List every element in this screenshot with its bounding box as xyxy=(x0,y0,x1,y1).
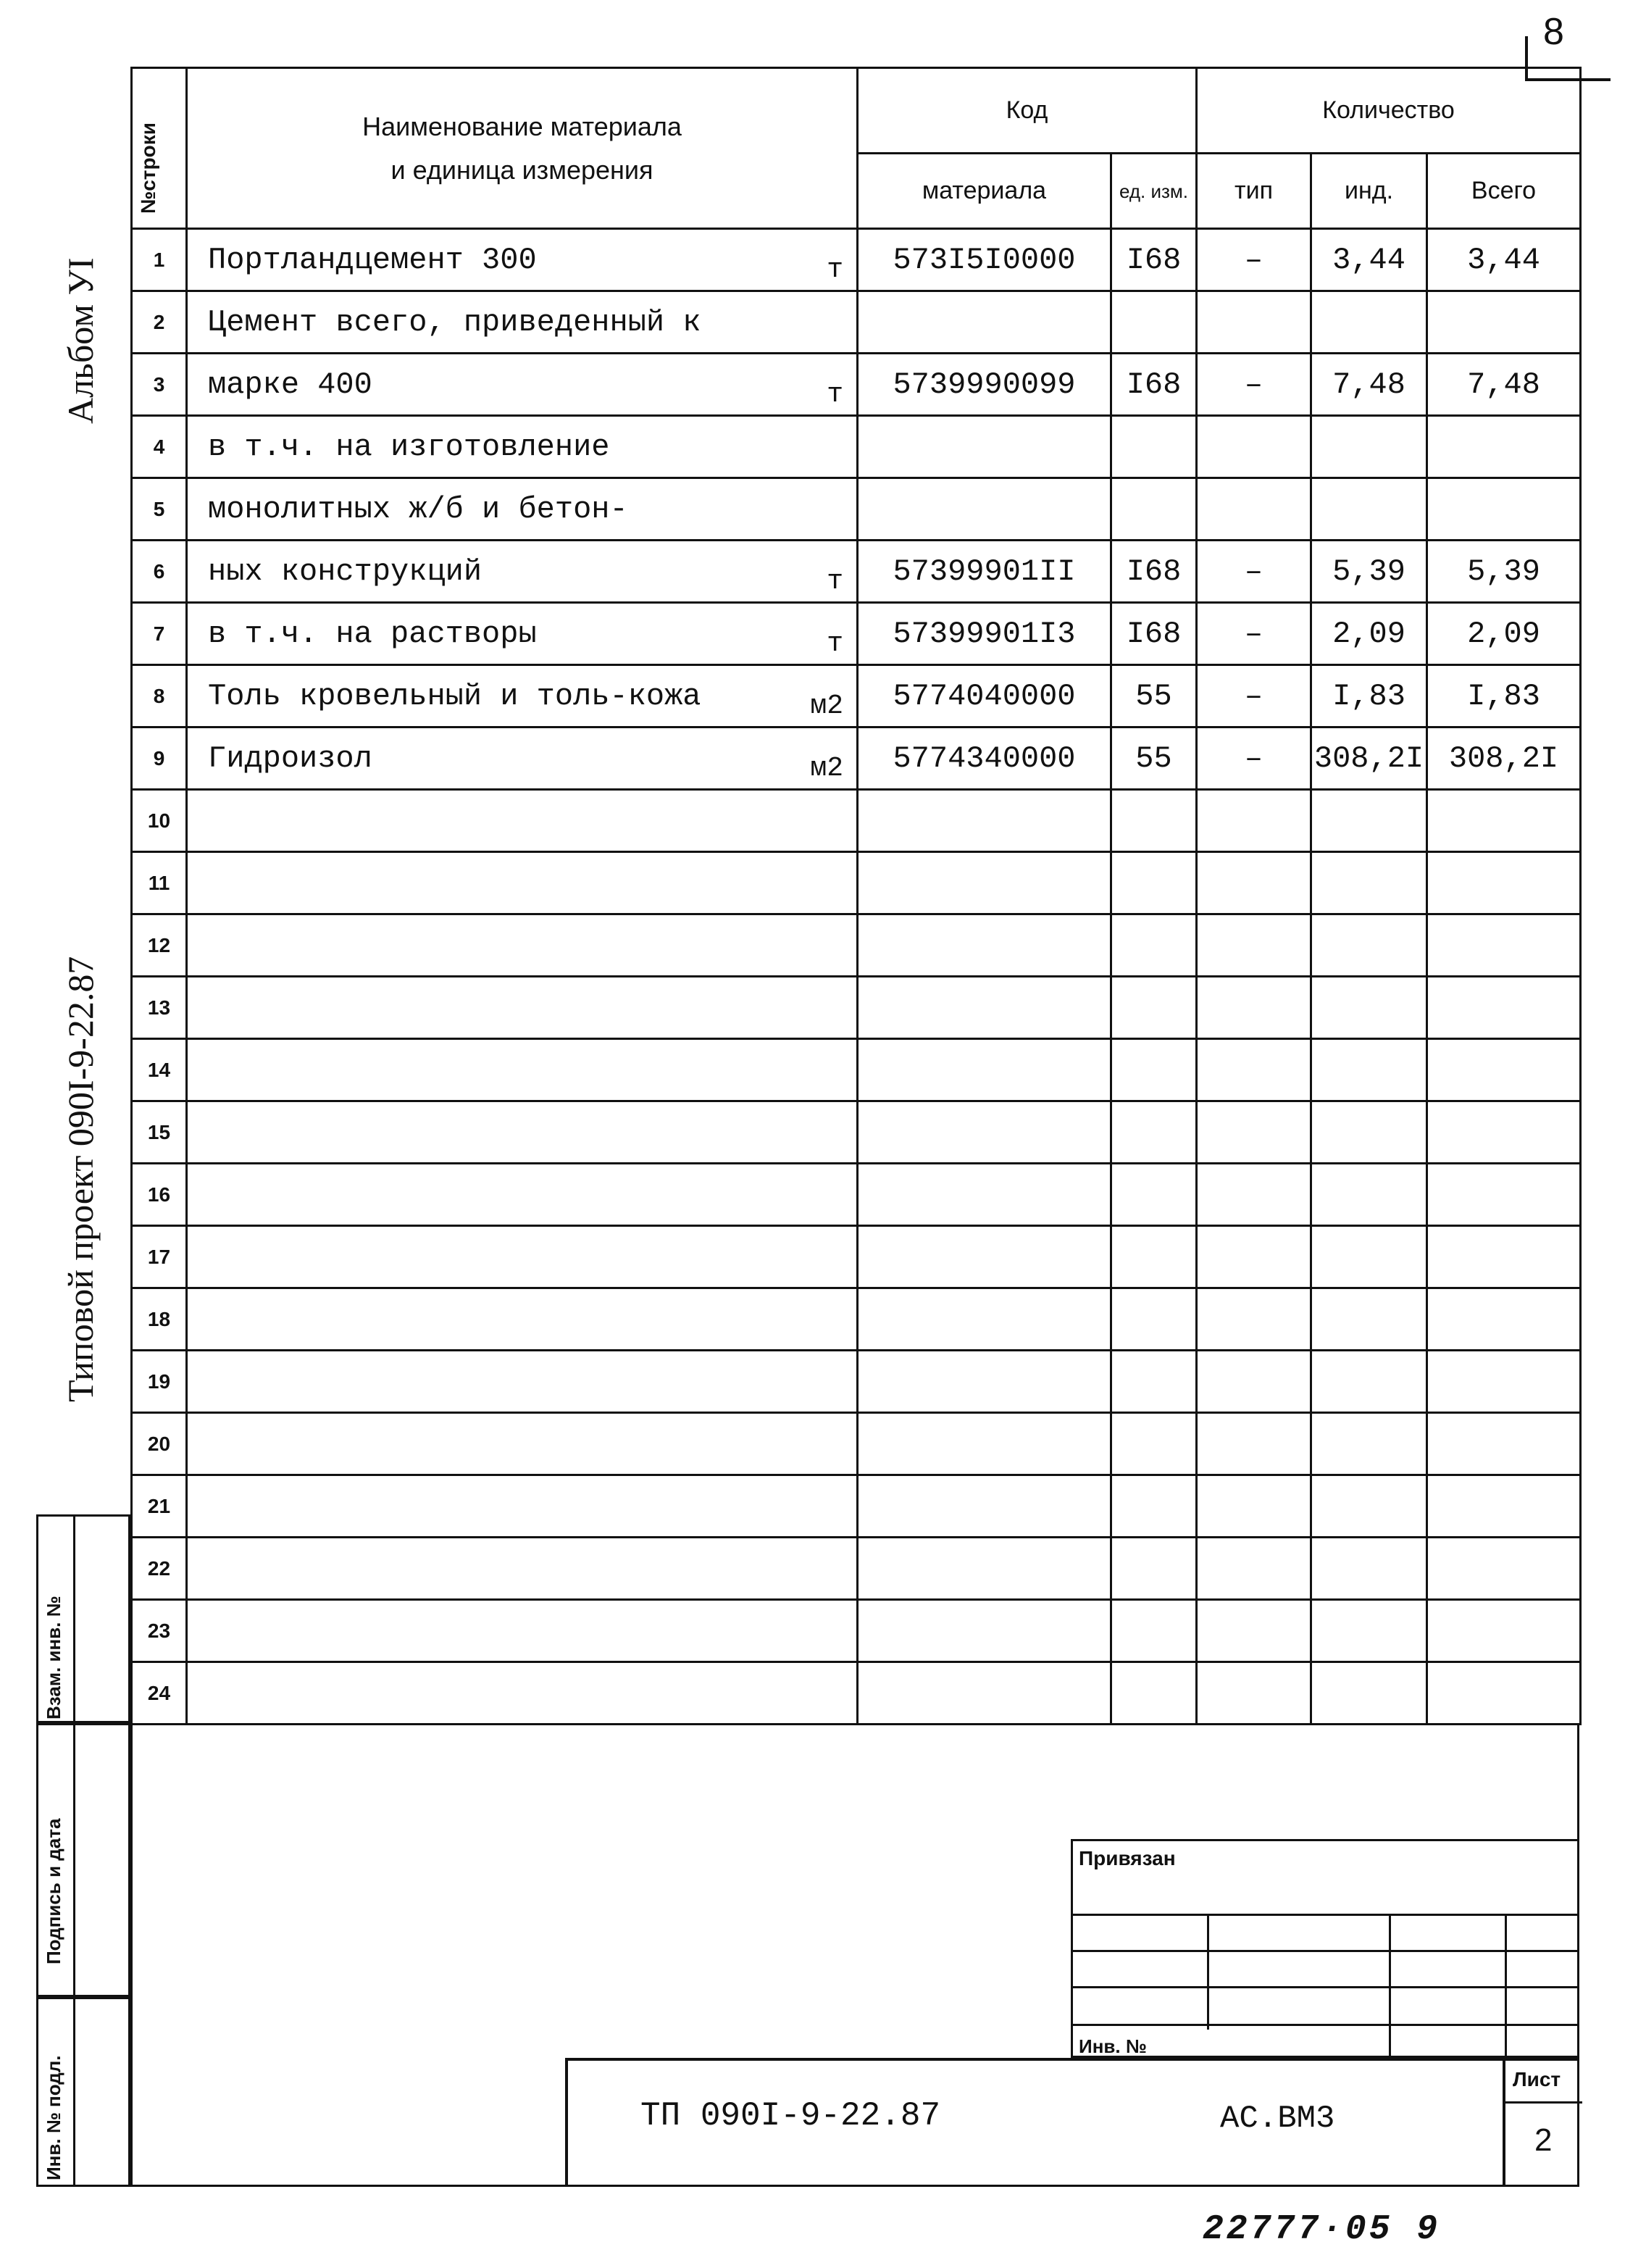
qty-type xyxy=(1197,914,1311,977)
row-number: 17 xyxy=(132,1226,187,1288)
table-row xyxy=(132,416,1581,478)
unit-code xyxy=(1111,1288,1197,1351)
unit-code xyxy=(1111,1039,1197,1101)
material-name-cell xyxy=(187,416,858,478)
qty-type xyxy=(1197,478,1311,541)
material-name-cell xyxy=(187,1164,858,1226)
qty-total xyxy=(1427,1662,1581,1725)
qty-type xyxy=(1197,1101,1311,1164)
unit-code xyxy=(1111,1226,1197,1288)
unit-code xyxy=(1111,291,1197,354)
qty-ind xyxy=(1311,1164,1427,1226)
qty-total xyxy=(1427,1413,1581,1475)
material-code xyxy=(858,1288,1111,1351)
qty-total: 7,48 xyxy=(1427,354,1581,416)
qty-total xyxy=(1427,1475,1581,1538)
qty-total xyxy=(1427,1288,1581,1351)
row-number: 15 xyxy=(132,1101,187,1164)
unit-code xyxy=(1111,790,1197,852)
header-quantity: Количество xyxy=(1197,68,1581,154)
material-code xyxy=(858,1039,1111,1101)
qty-type xyxy=(1197,1039,1311,1101)
title-block xyxy=(565,2058,1579,2187)
document-code: ТП 090I-9-22.87 xyxy=(640,2097,941,2135)
material-code xyxy=(858,291,1111,354)
material-name-cell xyxy=(187,852,858,914)
row-number: 5 xyxy=(132,478,187,541)
material-name-cell xyxy=(187,665,858,727)
row-number: 12 xyxy=(132,914,187,977)
header-code-material: материала xyxy=(858,154,1111,229)
qty-type xyxy=(1197,1600,1311,1662)
qty-type xyxy=(1197,1351,1311,1413)
material-code xyxy=(858,977,1111,1039)
table-row xyxy=(132,478,1581,541)
material-code xyxy=(858,1226,1111,1288)
qty-ind xyxy=(1311,1288,1427,1351)
qty-ind xyxy=(1311,1475,1427,1538)
qty-ind: 308,2I xyxy=(1311,727,1427,790)
row-number: 19 xyxy=(132,1351,187,1413)
table-row xyxy=(132,852,1581,914)
material-name-cell xyxy=(187,1475,858,1538)
material-name-cell xyxy=(187,291,858,354)
qty-total xyxy=(1427,1101,1581,1164)
material-code: 57399901I3 xyxy=(858,603,1111,665)
unit-code xyxy=(1111,1538,1197,1600)
qty-ind xyxy=(1311,416,1427,478)
qty-ind xyxy=(1311,1101,1427,1164)
archive-number: 22777·05 9 xyxy=(1203,2210,1441,2249)
material-name-cell xyxy=(187,541,858,603)
qty-total xyxy=(1427,914,1581,977)
bound-label: Привязан xyxy=(1079,1847,1176,1869)
table-row xyxy=(132,1288,1581,1351)
qty-type xyxy=(1197,291,1311,354)
table-row xyxy=(132,1164,1581,1226)
material-code xyxy=(858,1164,1111,1226)
qty-ind xyxy=(1311,914,1427,977)
material-name: Толь кровельный и толь-кожа xyxy=(208,678,701,714)
qty-type xyxy=(1197,1413,1311,1475)
inv-no-label: Инв. № xyxy=(1079,2035,1147,2057)
qty-total: 5,39 xyxy=(1427,541,1581,603)
material-name-cell xyxy=(187,977,858,1039)
qty-type xyxy=(1197,790,1311,852)
document-mark: АС.ВМ3 xyxy=(1220,2101,1335,2137)
unit-code xyxy=(1111,1662,1197,1725)
material-name: ных конструкций xyxy=(208,554,483,589)
unit-code: I68 xyxy=(1111,603,1197,665)
material-code xyxy=(858,1662,1111,1725)
qty-ind xyxy=(1311,1600,1427,1662)
unit-code xyxy=(1111,478,1197,541)
header-qty-total: Всего xyxy=(1427,154,1581,229)
unit-code xyxy=(1111,1351,1197,1413)
material-unit: т xyxy=(827,566,843,597)
qty-ind xyxy=(1311,1413,1427,1475)
qty-total xyxy=(1427,291,1581,354)
binding-block xyxy=(1071,1839,1579,2058)
qty-type xyxy=(1197,416,1311,478)
qty-type xyxy=(1197,1538,1311,1600)
row-number: 2 xyxy=(132,291,187,354)
material-code: 5739990099 xyxy=(858,354,1111,416)
qty-total xyxy=(1427,1538,1581,1600)
header-name: Наименование материала и единица измерения xyxy=(187,68,858,229)
qty-ind xyxy=(1311,1226,1427,1288)
material-name: Портландцемент 300 xyxy=(208,242,537,278)
material-name-cell xyxy=(187,603,858,665)
row-number: 7 xyxy=(132,603,187,665)
table-row xyxy=(132,1039,1581,1101)
row-number: 9 xyxy=(132,727,187,790)
row-number: 3 xyxy=(132,354,187,416)
unit-code xyxy=(1111,852,1197,914)
qty-total xyxy=(1427,790,1581,852)
qty-type xyxy=(1197,1226,1311,1288)
table-row xyxy=(132,727,1581,790)
qty-total xyxy=(1427,1164,1581,1226)
unit-code xyxy=(1111,914,1197,977)
qty-type xyxy=(1197,1475,1311,1538)
table-row xyxy=(132,354,1581,416)
material-code xyxy=(858,790,1111,852)
material-name-cell xyxy=(187,354,858,416)
qty-total: 308,2I xyxy=(1427,727,1581,790)
material-unit: т xyxy=(827,254,843,285)
unit-code xyxy=(1111,1101,1197,1164)
material-code xyxy=(858,852,1111,914)
qty-ind xyxy=(1311,1351,1427,1413)
qty-ind: 5,39 xyxy=(1311,541,1427,603)
material-name-cell xyxy=(187,1039,858,1101)
qty-ind xyxy=(1311,790,1427,852)
material-name-cell xyxy=(187,1662,858,1725)
stamp-inv-orig: Инв. № подл. xyxy=(36,1997,130,2187)
table-row xyxy=(132,665,1581,727)
material-name: Гидроизол xyxy=(208,741,372,776)
header-qty-ind: инд. xyxy=(1311,154,1427,229)
material-name-cell xyxy=(187,727,858,790)
table-row xyxy=(132,541,1581,603)
material-name-cell xyxy=(187,1600,858,1662)
material-name-cell xyxy=(187,1351,858,1413)
unit-code xyxy=(1111,977,1197,1039)
qty-ind: 3,44 xyxy=(1311,229,1427,291)
material-code xyxy=(858,1351,1111,1413)
qty-type: – xyxy=(1197,727,1311,790)
table-row xyxy=(132,1413,1581,1475)
qty-ind xyxy=(1311,291,1427,354)
unit-code: I68 xyxy=(1111,541,1197,603)
material-name-cell xyxy=(187,1101,858,1164)
material-name: в т.ч. на растворы xyxy=(208,616,537,651)
material-name-cell xyxy=(187,1288,858,1351)
qty-ind xyxy=(1311,852,1427,914)
table-row xyxy=(132,291,1581,354)
material-code xyxy=(858,1600,1111,1662)
qty-type xyxy=(1197,1662,1311,1725)
qty-total: I,83 xyxy=(1427,665,1581,727)
table-row xyxy=(132,229,1581,291)
stamp-sign-date-label: Подпись и дата xyxy=(43,1818,64,1964)
table-row xyxy=(132,1475,1581,1538)
row-number: 22 xyxy=(132,1538,187,1600)
stamp-sign-date xyxy=(36,1723,130,1997)
unit-code xyxy=(1111,1413,1197,1475)
album-label: Альбом УI xyxy=(60,257,101,424)
table-row xyxy=(132,1351,1581,1413)
material-unit: т xyxy=(827,628,843,659)
qty-type xyxy=(1197,1164,1311,1226)
table-row xyxy=(132,977,1581,1039)
table-row xyxy=(132,1600,1581,1662)
row-number: 21 xyxy=(132,1475,187,1538)
qty-type xyxy=(1197,1288,1311,1351)
row-number: 20 xyxy=(132,1413,187,1475)
qty-type: – xyxy=(1197,603,1311,665)
row-number: 10 xyxy=(132,790,187,852)
header-qty-type: тип xyxy=(1197,154,1311,229)
qty-ind: 7,48 xyxy=(1311,354,1427,416)
material-code xyxy=(858,1538,1111,1600)
unit-code xyxy=(1111,416,1197,478)
unit-code xyxy=(1111,1164,1197,1226)
page-number: 8 xyxy=(1543,11,1564,53)
unit-code xyxy=(1111,1600,1197,1662)
qty-total xyxy=(1427,1039,1581,1101)
row-number: 24 xyxy=(132,1662,187,1725)
row-number: 11 xyxy=(132,852,187,914)
row-number: 14 xyxy=(132,1039,187,1101)
material-name: Цемент всего, приведенный к xyxy=(208,304,701,340)
qty-type: – xyxy=(1197,354,1311,416)
unit-code: I68 xyxy=(1111,354,1197,416)
qty-total xyxy=(1427,416,1581,478)
material-unit: м2 xyxy=(810,753,843,784)
row-number: 16 xyxy=(132,1164,187,1226)
table-row xyxy=(132,790,1581,852)
row-number: 13 xyxy=(132,977,187,1039)
material-name-cell xyxy=(187,914,858,977)
row-number: 6 xyxy=(132,541,187,603)
material-code xyxy=(858,1475,1111,1538)
sheet-number: 2 xyxy=(1534,2122,1553,2158)
material-code: 5774340000 xyxy=(858,727,1111,790)
material-code xyxy=(858,914,1111,977)
header-code: Код xyxy=(858,68,1197,154)
table-row xyxy=(132,914,1581,977)
material-name-cell xyxy=(187,1413,858,1475)
qty-ind xyxy=(1311,478,1427,541)
qty-type xyxy=(1197,977,1311,1039)
material-name: марке 400 xyxy=(208,367,372,402)
header-row-no: №строки xyxy=(132,68,187,229)
qty-total xyxy=(1427,478,1581,541)
qty-total xyxy=(1427,977,1581,1039)
row-number: 1 xyxy=(132,229,187,291)
material-name: в т.ч. на изготовление xyxy=(208,429,610,464)
material-name: монолитных ж/б и бетон- xyxy=(208,491,628,527)
material-code xyxy=(858,1101,1111,1164)
qty-total: 3,44 xyxy=(1427,229,1581,291)
qty-total xyxy=(1427,1600,1581,1662)
unit-code: 55 xyxy=(1111,727,1197,790)
qty-ind xyxy=(1311,1538,1427,1600)
material-name-cell xyxy=(187,478,858,541)
material-code xyxy=(858,1413,1111,1475)
unit-code: 55 xyxy=(1111,665,1197,727)
stamp-replace-inv: Взам. инв. № xyxy=(36,1514,130,1723)
qty-type: – xyxy=(1197,541,1311,603)
qty-ind xyxy=(1311,977,1427,1039)
sheet-label: Лист xyxy=(1513,2068,1561,2090)
project-label: Типовой проект 090I-9-22.87 xyxy=(60,956,101,1402)
qty-total xyxy=(1427,1351,1581,1413)
qty-total: 2,09 xyxy=(1427,603,1581,665)
row-number: 8 xyxy=(132,665,187,727)
sheet-box xyxy=(1503,2061,1582,2187)
material-name-cell xyxy=(187,790,858,852)
table-row xyxy=(132,1538,1581,1600)
row-number: 4 xyxy=(132,416,187,478)
qty-ind xyxy=(1311,1039,1427,1101)
material-code xyxy=(858,416,1111,478)
material-code xyxy=(858,478,1111,541)
header-code-unit: ед. изм. xyxy=(1111,154,1197,229)
material-unit: т xyxy=(827,379,843,410)
material-unit: м2 xyxy=(810,691,843,722)
material-code: 57399901II xyxy=(858,541,1111,603)
material-code: 5774040000 xyxy=(858,665,1111,727)
qty-type: – xyxy=(1197,665,1311,727)
row-number: 18 xyxy=(132,1288,187,1351)
row-number: 23 xyxy=(132,1600,187,1662)
material-code: 573I5I0000 xyxy=(858,229,1111,291)
material-name-cell xyxy=(187,1538,858,1600)
qty-type: – xyxy=(1197,229,1311,291)
table-row xyxy=(132,1101,1581,1164)
table-row xyxy=(132,1226,1581,1288)
qty-ind xyxy=(1311,1662,1427,1725)
qty-type xyxy=(1197,852,1311,914)
table-body xyxy=(132,229,1581,1725)
qty-total xyxy=(1427,852,1581,914)
unit-code: I68 xyxy=(1111,229,1197,291)
qty-total xyxy=(1427,1226,1581,1288)
material-name-cell xyxy=(187,229,858,291)
table-row xyxy=(132,1662,1581,1725)
unit-code xyxy=(1111,1475,1197,1538)
material-name-cell xyxy=(187,1226,858,1288)
material-spec-table xyxy=(130,67,1582,1725)
qty-ind: I,83 xyxy=(1311,665,1427,727)
table-row xyxy=(132,603,1581,665)
qty-ind: 2,09 xyxy=(1311,603,1427,665)
